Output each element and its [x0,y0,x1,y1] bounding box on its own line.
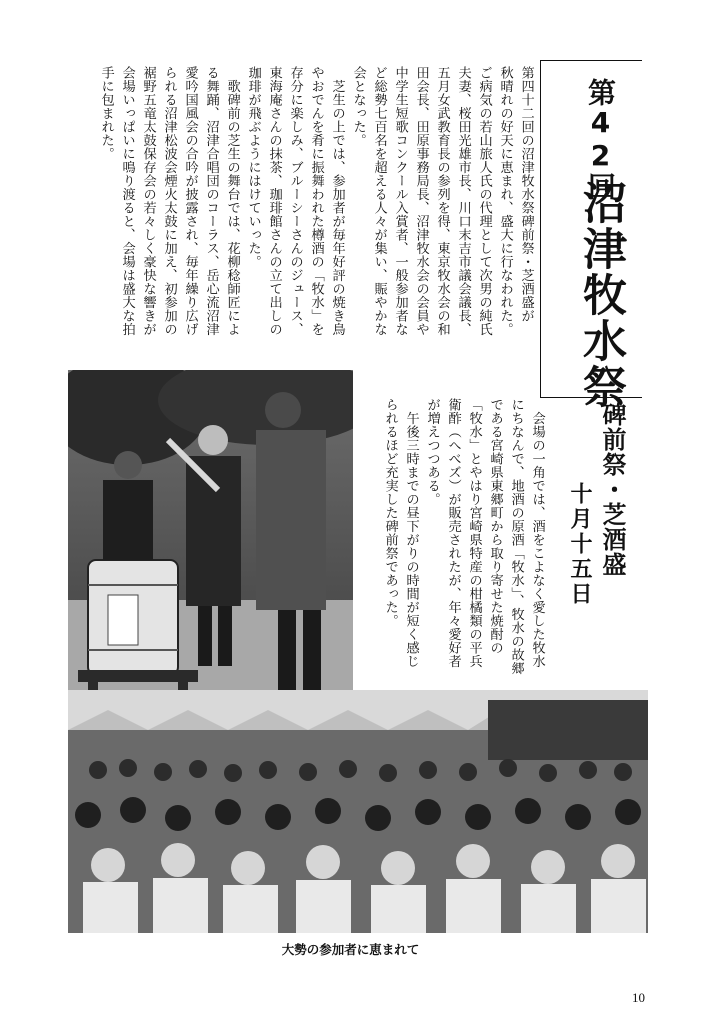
body-column: 「牧水」とやはり宮崎県特産の柑橘類の平兵 [466,398,482,668]
body-column: 衛酢（へべズ）が販売されたが、年々愛好者 [445,398,461,668]
article-title: 沼津牧水祭 [575,180,626,410]
body-column: 会となった。 [350,66,366,147]
body-column: ど総勢七百名を超える人々が集い、賑やかな [371,66,387,336]
body-column: 秋晴れの好天に恵まれ、盛大に行なわれた。 [497,66,513,336]
article-date: 十月十五日 [567,482,592,607]
body-column: る舞踊、沼津合唱団のコーラス、岳心流沼津 [203,66,219,336]
body-column: 愛吟国風会の合吟が披露され、毎年繰り広げ [182,66,198,336]
body-column: 芝生の上では、参加者が毎年好評の焼き鳥 [329,66,345,336]
body-column: にちなんで、地酒の原酒「牧水」、牧水の故郷 [508,398,524,675]
audience-photo [68,690,648,933]
body-column: 中学生短歌コンクール入賞者、一般参加者な [392,66,408,336]
body-column: 存分に楽しみ、ブルーシーさんのジュース、 [287,66,303,336]
body-column: 会場の一角では、酒をこよなく愛した牧水 [529,398,545,668]
body-column: 午後三時までの昼下がりの時間が短く感じ [403,398,419,668]
body-column: 第四十二回の沼津牧水祭碑前祭・芝酒盛が [518,66,534,323]
body-column: である宮崎県東郷町から取り寄せた焼酎の [487,398,503,655]
audience-photo-image [68,690,648,933]
photo-caption: 大勢の参加者に恵まれて [281,942,420,957]
body-column: やおでんを肴に振舞われた樽酒の「牧水」を [308,66,324,336]
body-column: が増えつつある。 [424,398,440,506]
body-column: 手に包まれた。 [98,66,114,161]
body-column: ご病気の若山旅人氏の代理として次男の純氏 [476,66,492,336]
body-column: 五月女武教育長の参列を得、東京牧水会の和 [434,66,450,336]
body-column: 会場いっぱいに鳴り渡ると、会場は盛大な拍 [119,66,135,336]
body-column: 東海庵さんの抹茶、珈琲館さんの立て出しの [266,66,282,336]
body-column: 夫妻、桜田光雄市長、川口末吉市議会議長、 [455,66,471,336]
page-number: 10 [632,990,645,1005]
issue-label: 第42回 [584,78,617,200]
ceremony-photo-image [68,370,353,722]
body-column: 田会長、田原事務局長、沼津牧水会の会員や [413,66,429,336]
body-column: られるほど充実した碑前祭であった。 [382,398,398,628]
body-column: 歌碑前の芝生の舞台では、花柳稔師匠によ [224,66,240,336]
article-subtitle: 碑前祭・芝酒盛 [598,402,626,577]
ceremony-photo [68,370,353,722]
body-column: 裾野五竜太鼓保存会の若々しく豪快な響きが [140,66,156,336]
body-column: られる沼津松波会煙火太鼓に加え、初参加の [161,66,177,336]
body-column: 珈琲が飛ぶようにはけていった。 [245,66,261,269]
